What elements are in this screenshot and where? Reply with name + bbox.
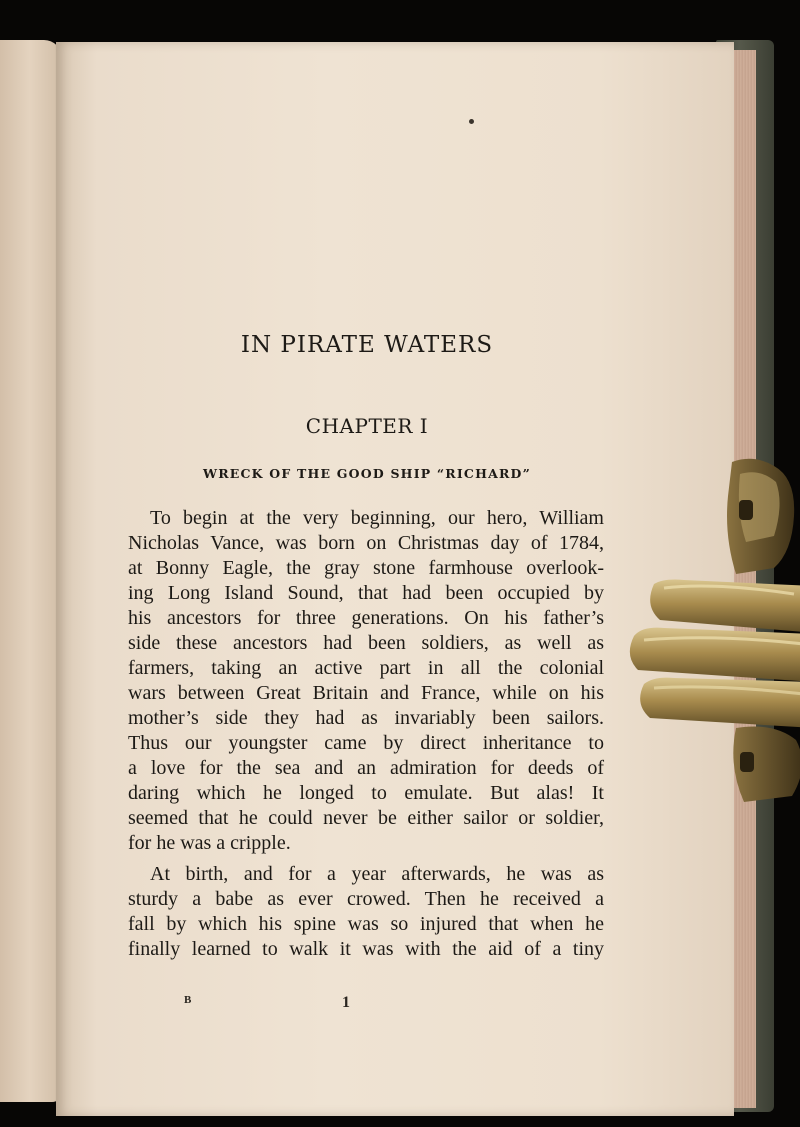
text-line: his ancestors for three generations. On his father’s	[128, 607, 604, 629]
book-title: IN PIRATE WATERS	[240, 332, 494, 358]
text-line: side these ancestors had been soldiers, as well as	[128, 632, 604, 654]
text-line: Nicholas Vance, was born on Christmas day of 1784,	[128, 532, 604, 554]
text-line: at Bonny Eagle, the gray stone farmhouse overlook-	[128, 557, 604, 579]
text-line: mother’s side they had as invariably been sailors.	[128, 707, 604, 729]
chapter-subtitle: WRECK OF THE GOOD SHIP “RICHARD”	[202, 466, 531, 481]
previous-page-edge	[0, 40, 62, 1102]
text-line: farmers, taking an active part in all the colonial	[128, 657, 604, 679]
text-line: To begin at the very beginning, our hero, William	[150, 507, 604, 529]
text-line: for he was a cripple.	[128, 832, 291, 854]
text-line: daring which he longed to emulate. But alas! It	[128, 782, 604, 804]
text-line: sturdy a babe as ever crowed. Then he received a	[128, 888, 604, 910]
body-text	[128, 506, 604, 962]
chapter-heading: CHAPTER I	[305, 414, 429, 438]
text-line: wars between Great Britain and France, while on his	[128, 682, 604, 704]
brass-clasp	[624, 456, 800, 806]
paragraph	[128, 506, 604, 856]
page-number: 1	[342, 994, 350, 1011]
paragraph	[128, 862, 604, 962]
text-line: fall by which his spine was so injured that when he	[128, 913, 604, 935]
text-line: ing Long Island Sound, that had been occupied by	[128, 582, 604, 604]
text-line: seemed that he could never be either sailor or soldier,	[128, 807, 604, 829]
text-line: finally learned to walk it was with the aid of a tiny	[128, 938, 604, 960]
paper-speck	[469, 119, 474, 124]
text-line: Thus our youngster came by direct inheritance to	[128, 732, 604, 754]
text-line: At birth, and for a year afterwards, he was as	[150, 863, 604, 885]
text-line: a love for the sea and an admiration for deeds of	[128, 757, 604, 779]
signature-mark: B	[184, 994, 192, 1006]
